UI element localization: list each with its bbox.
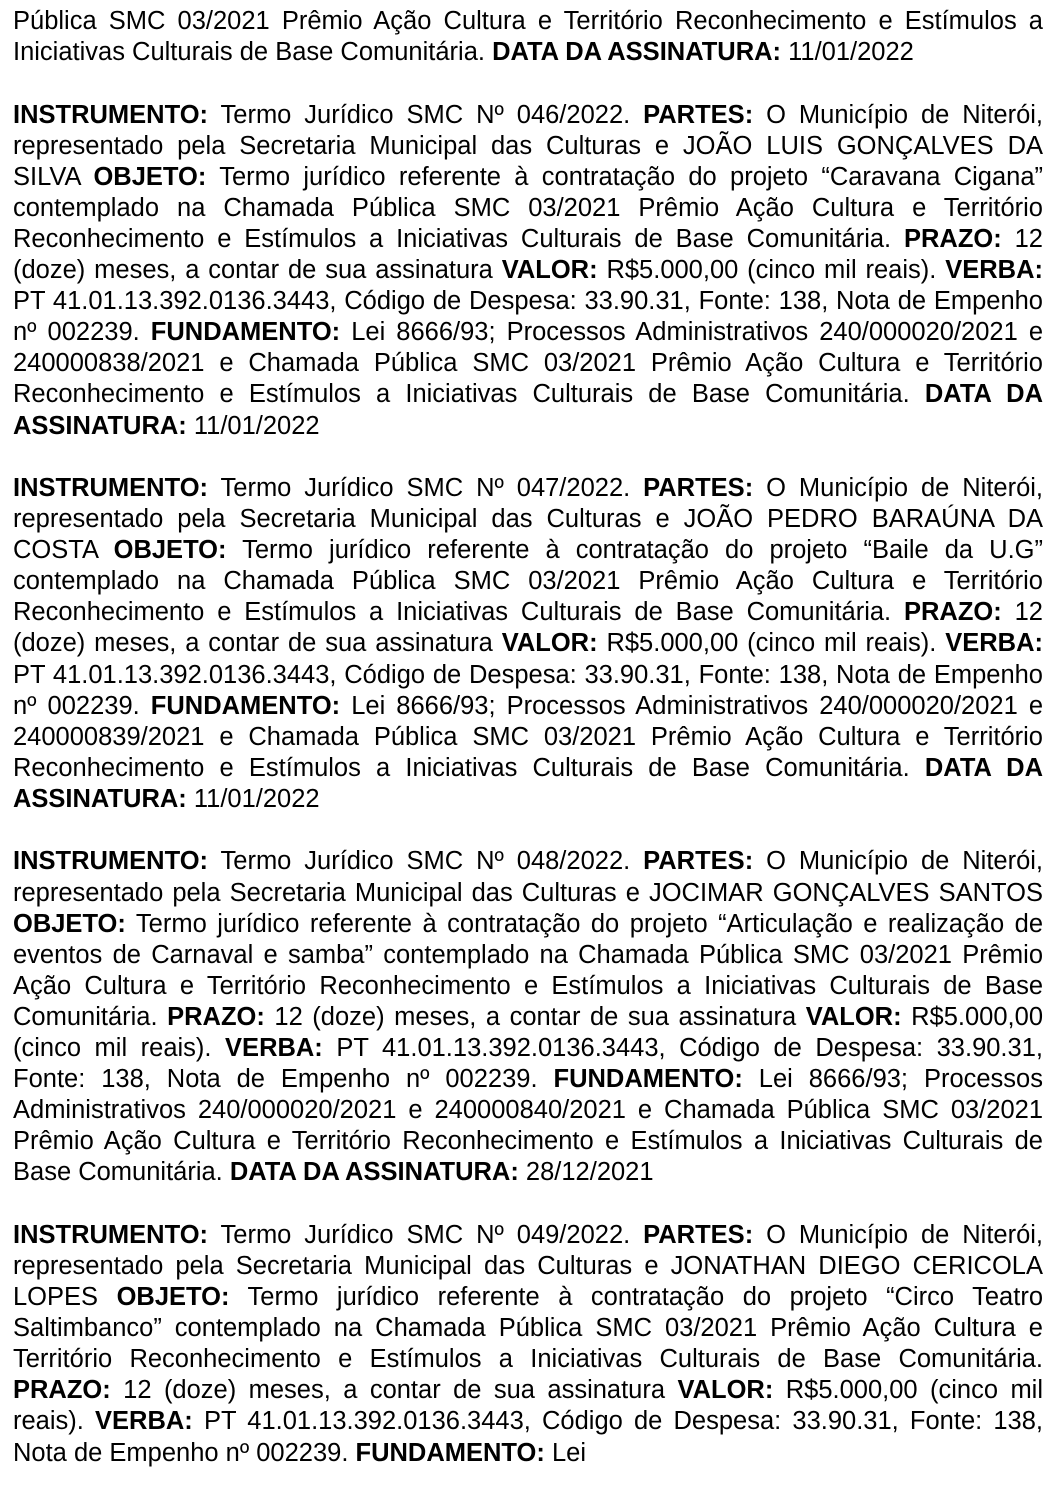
valor-value: R$5.000,00 (cinco mil reais).	[606, 629, 937, 658]
objeto-label: OBJETO:	[113, 536, 227, 565]
prazo-label: PRAZO:	[167, 1002, 265, 1031]
objeto-value: Termo jurídico referente à contratação do projeto “Caravana Cigana” contemplado na Chamada Pública SMC 03/2021 Prêmio Ação Cultura e Território Reconhecimento e Estímulos a Iniciativas Culturais de Base Comunitária.	[13, 162, 1043, 253]
valor-value: R$5.000,00 (cinco mil reais).	[13, 1376, 1043, 1436]
partes-label: PARTES:	[643, 1220, 754, 1249]
data-assinatura-value: 28/12/2021	[525, 1158, 654, 1187]
fundamento-value: Lei	[551, 1438, 586, 1467]
verba-value: PT 41.01.13.392.0136.3443, Código de Despesa: 33.90.31, Fonte: 138, Nota de Empenho nº 002239.	[13, 1033, 1043, 1094]
fundamento-label: FUNDAMENTO:	[553, 1065, 743, 1094]
instrumento-label: INSTRUMENTO:	[13, 100, 209, 129]
data-assinatura-value: 11/01/2022	[193, 411, 320, 440]
data-assinatura-label: DATA DA ASSINATURA:	[229, 1158, 519, 1187]
verba-value: PT 41.01.13.392.0136.3443, Código de Despesa: 33.90.31, Fonte: 138, Nota de Empenho nº 002239.	[13, 287, 1043, 347]
prazo-label: PRAZO:	[904, 598, 1002, 627]
fundamento-label: FUNDAMENTO:	[355, 1438, 545, 1467]
valor-label: VALOR:	[501, 256, 598, 285]
data-assinatura-value: 11/01/2022	[193, 784, 320, 813]
objeto-label: OBJETO:	[93, 162, 207, 191]
fundamento-label: FUNDAMENTO:	[150, 691, 341, 720]
partes-label: PARTES:	[643, 100, 754, 129]
prazo-label: PRAZO:	[904, 224, 1002, 253]
data-assinatura-label: DATA DA ASSINATURA:	[13, 380, 1043, 440]
partes-value: O Município de Niterói, representado pela Secretaria Municipal das Culturas e JOÃO PEDRO BARAÚNA DA COSTA	[13, 474, 1043, 565]
contract-entry	[13, 1220, 1043, 1469]
valor-value: R$5.000,00 (cinco mil reais).	[606, 256, 937, 285]
verba-value: PT 41.01.13.392.0136.3443, Código de Despesa: 33.90.31, Fonte: 138, Nota de Empenho nº 002239.	[13, 660, 1043, 720]
prazo-value: 12 (doze) meses, a contar de sua assinatura	[274, 1002, 797, 1031]
partes-label: PARTES:	[643, 847, 754, 876]
prazo-value: 12 (doze) meses, a contar de sua assinatura	[13, 598, 1043, 658]
entry-tail-text: Pública SMC 03/2021 Prêmio Ação Cultura e Território Reconhecimento e Estímulos a Iniciativas Culturais de Base Comunitária.	[13, 7, 1043, 67]
objeto-value: Termo jurídico referente à contratação do projeto “Articulação e realização de eventos de Carnaval e samba” contemplado na Chamada Pública SMC 03/2021 Prêmio Ação Cultura e Território Reconhecimento e Estímulos a Iniciativas Culturais de Base Comunitária.	[13, 909, 1043, 1031]
contract-entry-tail	[13, 6, 1043, 68]
instrumento-label: INSTRUMENTO:	[13, 847, 209, 876]
objeto-label: OBJETO:	[13, 909, 126, 938]
objeto-value: Termo jurídico referente à contratação do projeto “Circo Teatro Saltimbanco” contemplado na Chamada Pública SMC 03/2021 Prêmio Ação Cultura e Território Reconhecimento e Estímulos a Iniciativas Culturais de Base Comunitária.	[13, 1283, 1043, 1374]
instrumento-label: INSTRUMENTO:	[13, 474, 209, 502]
valor-label: VALOR:	[805, 1002, 902, 1031]
verba-label: VERBA:	[945, 629, 1043, 658]
verba-value: PT 41.01.13.392.0136.3443, Código de Despesa: 33.90.31, Fonte: 138, Nota de Empenho nº 002239.	[13, 1407, 1043, 1467]
prazo-value: 12 (doze) meses, a contar de sua assinatura	[13, 224, 1043, 285]
valor-label: VALOR:	[677, 1376, 774, 1405]
instrumento-value: Termo Jurídico SMC Nº 048/2022.	[220, 847, 631, 876]
valor-value: R$5.000,00 (cinco mil reais).	[13, 1002, 1043, 1062]
contract-entry	[13, 100, 1043, 442]
verba-label: VERBA:	[95, 1407, 193, 1436]
instrumento-value: Termo Jurídico SMC Nº 047/2022.	[220, 474, 631, 502]
partes-value: O Município de Niterói, representado pela Secretaria Municipal das Culturas e JONATHAN DIEGO CERICOLA LOPES	[13, 1220, 1043, 1312]
fundamento-value: Lei 8666/93; Processos Administrativos 240/000020/2021 e 240000838/2021 e Chamada Pública SMC 03/2021 Prêmio Ação Cultura e Território Reconhecimento e Estímulos a Iniciativas Culturais de Base Comunitária.	[13, 318, 1043, 409]
instrumento-label: INSTRUMENTO:	[13, 1220, 209, 1249]
contract-entry	[13, 473, 1043, 815]
partes-value: O Município de Niterói, representado pela Secretaria Municipal das Culturas e JOCIMAR GONÇALVES SANTOS	[13, 847, 1043, 907]
document-page	[13, 0, 1043, 1497]
partes-label: PARTES:	[643, 474, 754, 502]
instrumento-value: Termo Jurídico SMC Nº 049/2022.	[220, 1220, 631, 1249]
data-assinatura-label: DATA DA ASSINATURA:	[13, 753, 1043, 813]
fundamento-value: Lei 8666/93; Processos Administrativos 240/000020/2021 e 240000840/2021 e Chamada Pública SMC 03/2021 Prêmio Ação Cultura e Território Reconhecimento e Estímulos a Iniciativas Culturais de Base Comunitária.	[13, 1065, 1043, 1187]
verba-label: VERBA:	[225, 1033, 323, 1062]
prazo-value: 12 (doze) meses, a contar de sua assinatura	[123, 1376, 666, 1405]
fundamento-label: FUNDAMENTO:	[150, 318, 341, 347]
fundamento-value: Lei 8666/93; Processos Administrativos 240/000020/2021 e 240000839/2021 e Chamada Pública SMC 03/2021 Prêmio Ação Cultura e Território Reconhecimento e Estímulos a Iniciativas Culturais de Base Comunitária.	[13, 691, 1043, 782]
valor-label: VALOR:	[501, 629, 598, 658]
data-assinatura-value: 11/01/2022	[788, 38, 914, 67]
objeto-label: OBJETO:	[116, 1283, 230, 1312]
objeto-value: Termo jurídico referente à contratação do projeto “Baile da U.G” contemplado na Chamada Pública SMC 03/2021 Prêmio Ação Cultura e Território Reconhecimento e Estímulos a Iniciativas Culturais de Base Comunitária.	[13, 536, 1043, 627]
verba-label: VERBA:	[945, 256, 1043, 285]
data-assinatura-label: DATA DA ASSINATURA:	[492, 38, 782, 67]
instrumento-value: Termo Jurídico SMC Nº 046/2022.	[220, 100, 631, 129]
contract-entry	[13, 846, 1043, 1188]
prazo-label: PRAZO:	[13, 1376, 111, 1405]
partes-value: O Município de Niterói, representado pela Secretaria Municipal das Culturas e JOÃO LUIS GONÇALVES DA SILVA	[13, 100, 1043, 191]
